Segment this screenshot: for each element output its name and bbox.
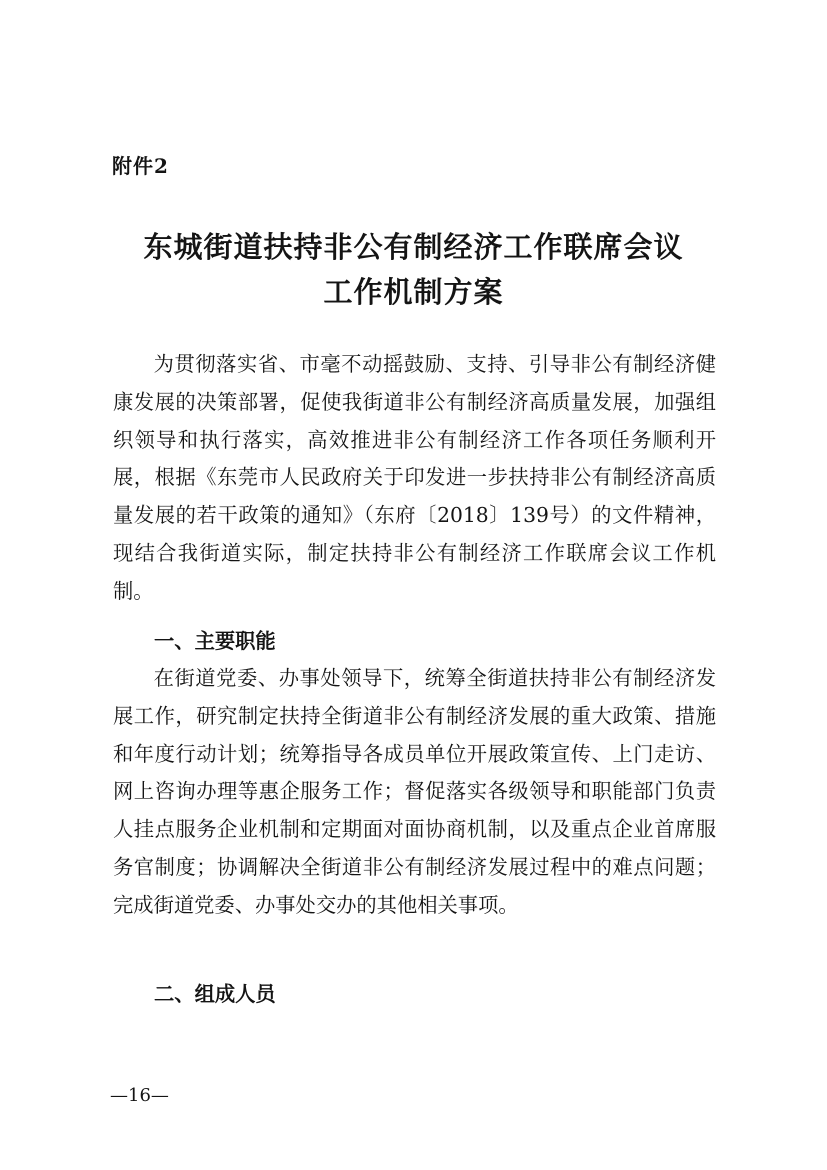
document-title-line-1: 东城街道扶持非公有制经济工作联席会议	[143, 230, 684, 264]
section-heading-members: 二、组成人员	[154, 982, 276, 1006]
intro-paragraph: 为贯彻落实省、市毫不动摇鼓励、支持、引导非公有制经济健康发展的决策部署，促使我街道非公有制经济高质量发展，加强组织领导和执行落实，高效推进非公有制经济工作各项任务顺利开展，根据《东莞市人民政府关于印发进一步扶持非公有制经济高质量发展的若干政策的通知》（东府〔2018〕139号）的文件精神，现结合我街道实际，制定扶持非公有制经济工作联席会议工作机制。	[113, 352, 716, 603]
page-number: —16—	[110, 1085, 169, 1106]
document-title-line-2: 工作机制方案	[323, 275, 504, 309]
section-heading-main-functions: 一、主要职能	[154, 629, 276, 653]
main-functions-paragraph: 在街道党委、办事处领导下，统筹全街道扶持非公有制经济发展工作，研究制定扶持全街道非公有制经济发展的重大政策、措施和年度行动计划；统筹指导各成员单位开展政策宣传、上门走访、网上咨询办理等惠企服务工作；督促落实各级领导和职能部门负责人挂点服务企业机制和定期面对面协商机制，以及重点企业首席服务官制度；协调解决全街道非公有制经济发展过程中的难点问题；完成街道党委、办事处交办的其他相关事项。	[113, 666, 716, 917]
attachment-label: 附件2	[112, 154, 169, 178]
